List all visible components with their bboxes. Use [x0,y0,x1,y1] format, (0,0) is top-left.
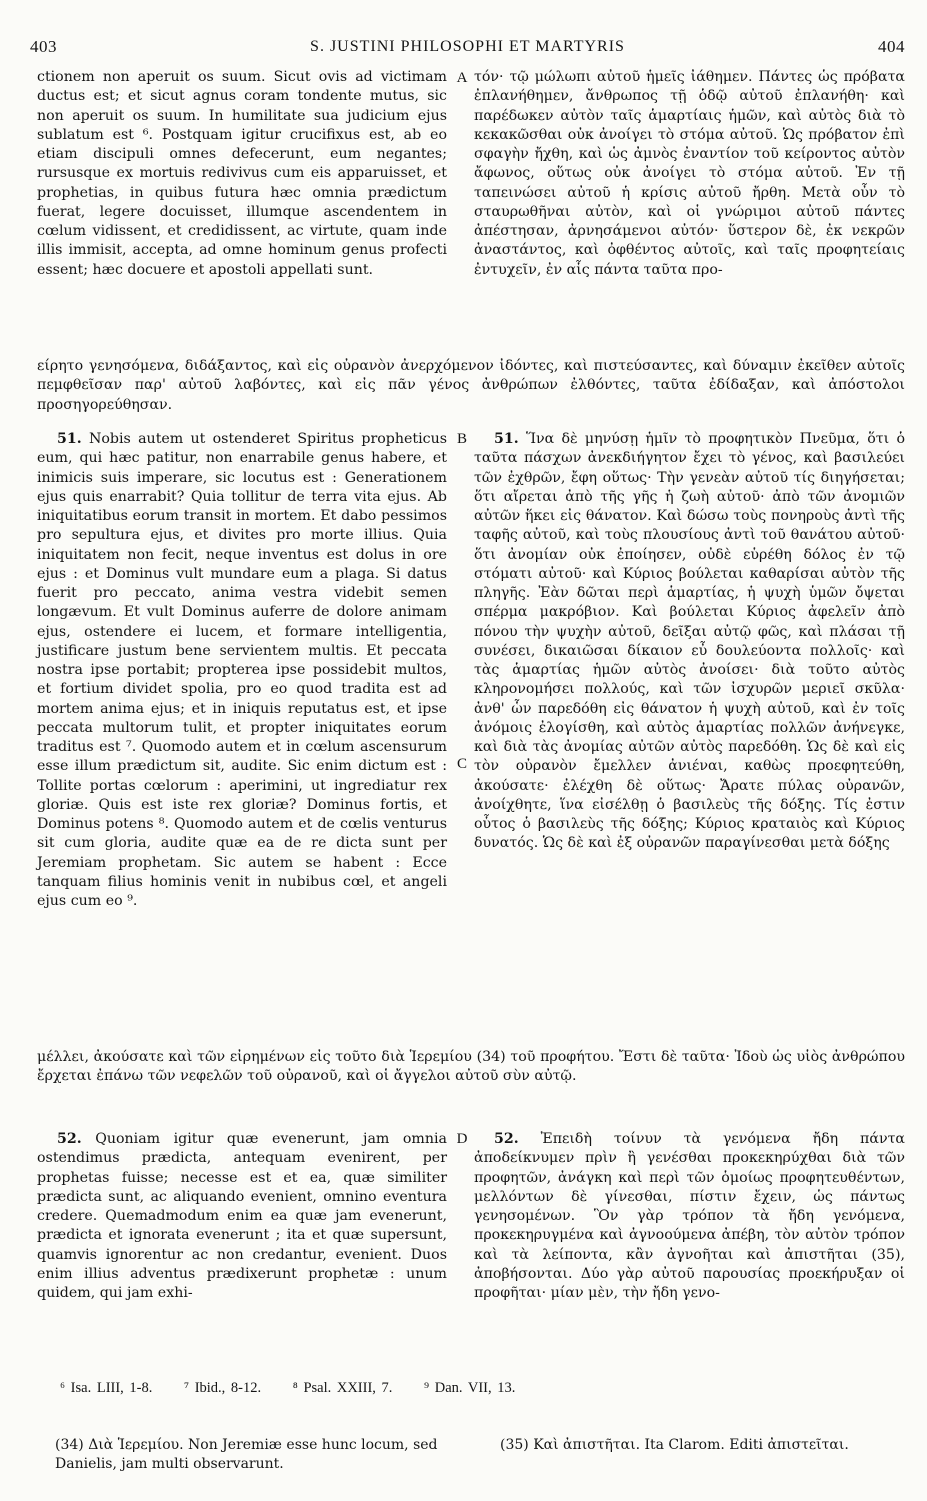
greek-column-block-2 [474,430,905,854]
running-title: S. JUSTINI PHILOSOPHI ET MARTYRIS [310,38,625,55]
section-number: 52. [494,1131,519,1147]
left-page-number: 403 [30,37,57,56]
latin-column-block-1 [37,68,447,280]
page-header [30,36,905,58]
scripture-notes [60,1380,541,1397]
footnote-35: (35) Καὶ ἀπιστῆται. Ita Clarom. Editi ἀπιστεῖται. [500,1437,849,1453]
margin-marker-c: C [456,756,467,772]
footnote-34: (34) Διὰ Ἱερεμίου. Non Jeremiæ esse hunc locum, sed Danielis, jam multi observarunt. [55,1437,438,1472]
greek-continuation-block-1 [37,357,905,415]
latin-paragraph-52: 52. Quoniam igitur quæ evenerunt, jam omnia ostendimus prædicta, antequam evenirent, per prophetas fuisse; necesse est et ea, quæ similiter prædicta sunt, ac aliquando evenient, omnino eventura credere. Quemadmodum enim ea quæ jam evenerunt, prædicta et ignorata evenerunt ; ita et quæ supersunt, quamvis ignorentur ac non credantur, evenient. Duos enim illius adventus prædixerunt prophetæ : unum quidem, qui jam exhi- [37,1131,448,1301]
greek-continuation: είρητο γενησόμενα, διδάξαντος, καὶ εἰς οὐρανὸν ἀνερχόμενον ἰδόντες, καὶ πιστεύσαντες, καὶ δύναμιν ἐκεῖθεν αὐτοῖς πεμφθεῖσαν παρ' αὐτοῦ λαβόντες, καὶ εἰς πᾶν γένος ἀνθρώπων ἐλθόντες, ταῦτα ἐδίδαξαν, καὶ ἀπόστολοι προσηγορεύθησαν. [37,358,905,413]
margin-marker-b: B [456,431,467,447]
greek-paragraph-51: 51. Ἵνα δὲ μηνύσῃ ἡμῖν τὸ προφητικὸν Πνεῦμα, ὅτι ὁ ταῦτα πάσχων ἀνεκδιήγητον ἔχει τὸ γένος, καὶ βασιλεύει τῶν ἐχθρῶν, ἔφη οὕτως· Τὴν γενεὰν αὐτοῦ τίς διηγήσεται; ὅτι αἴρεται ἀπὸ τῆς γῆς ἡ ζωὴ αὐτοῦ· ἀπὸ τῶν ἀνομιῶν αὐτῶν ἥκει εἰς θάνατον. Καὶ δώσω τοὺς πονηροὺς ἀντὶ τῆς ταφῆς αὐτοῦ, καὶ τοὺς πλουσίους ἀντὶ τοῦ θανάτου αὐτοῦ· ὅτι ἀνομίαν οὐκ ἐποίησεν, οὐδὲ εὑρέθη δόλος ἐν τῷ στόματι αὐτοῦ· καὶ Κύριος βούλεται καθαρίσαι αὐτὸν τῆς πληγῆς. Ἐὰν δῶται περὶ ἁμαρτίας, ἡ ψυχὴ ὑμῶν ὄψεται σπέρμα μακρόβιον. Καὶ βούλεται Κύριος ἀφελεῖν ἀπὸ πόνου τὴν ψυχὴν αὐτοῦ, δεῖξαι αὐτῷ φῶς, καὶ πλάσαι τῇ συνέσει, δικαιῶσαι δίκαιον εὖ δουλεύοντα πολλοῖς· καὶ τὰς ἁμαρτίας ἡμῶν αὐτὸς ἀνοίσει· διὰ τοῦτο αὐτὸς κληρονομήσει πολλούς, καὶ τῶν ἰσχυρῶν μεριεῖ σκῦλα· ἀνθ' ὧν παρεδόθη εἰς θάνατον ἡ ψυχὴ αὐτοῦ, καὶ ἐν τοῖς ἀνόμοις ἐλογίσθη, καὶ αὐτὸς ἁμαρτίας πολλῶν ἀνήνεγκε, καὶ διὰ τὰς ἀνομίας αὐτῶν αὐτὸς παρεδόθη. Ὡς δὲ καὶ εἰς τὸν οὐρανὸν ἔμελλεν ἀνιέναι, καθὼς προεφητεύθη, ἀκούσατε· ἐλέχθη δὲ οὕτως· Ἄρατε πύλας οὐρανῶν, ἀνοίχθητε, ἵνα εἰσέλθῃ ὁ βασιλεὺς τῆς δόξης. Τίς ἐστιν οὗτος ὁ βασιλεὺς τῆς δόξης; Κύριος κραταιὸς καὶ Κύριος δυνατός. Ὡς δὲ καὶ ἐξ οὐρανῶν παραγίνεσθαι μετὰ δόξης [474,431,905,852]
section-number: 51. [57,431,82,447]
margin-marker-d: D [456,1131,468,1147]
scripture-note: ⁸ Psal. XXIII, 7. [292,1380,393,1396]
latin-paragraph: ctionem non aperuit os suum. Sicut ovis ad victimam ductus est; et sicut agnus coram tondente mutus, sic non aperuit os suum. In humilitate sua judicium ejus sublatum est ⁶. Postquam igitur crucifixus est, ab eo etiam discipuli omnes defecerunt, eum negantes; rursusque ex mortuis redivivus cum eis apparuisset, et prophetias, in quibus futura hæc omnia prædictum fuerat, legere docuisset, illumque ascendentem in cœlum vidissent, et credidissent, ac virtute, quam inde illis immisit, accepta, ad omne hominum genus profecti essent; hæc docuere et apostoli appellati sunt. [37,69,447,278]
greek-paragraph: τόν· τῷ μώλωπι αὐτοῦ ἡμεῖς ἰάθημεν. Πάντες ὡς πρόβατα ἐπλανήθημεν, ἄνθρωπος τῇ ὁδῷ αὐτοῦ ἐπλανήθη· καὶ παρέδωκεν αὐτὸν ταῖς ἁμαρτίαις ἡμῶν, καὶ αὐτὸς διὰ τὸ κεκακῶσθαι οὐκ ἀνοίγει τὸ στόμα αὐτοῦ. Ὡς πρόβατον ἐπὶ σφαγὴν ἤχθη, καὶ ὡς ἀμνὸς ἐναντίον τοῦ κείροντος αὐτὸν ἄφωνος, οὕτως οὐκ ἀνοίγει τὸ στόμα αὐτοῦ. Ἐν τῇ ταπεινώσει αὐτοῦ ἡ κρίσις αὐτοῦ ἤρθη. Μετὰ οὖν τὸ σταυρωθῆναι αὐτὸν, καὶ οἱ γνώριμοι αὐτοῦ πάντες ἀπέστησαν, ἀρνησάμενοι αὐτόν· ὕστερον δὲ, ἐκ νεκρῶν ἀναστάντος, καὶ ὀφθέντος αὐτοῖς, καὶ ταῖς προφητείαις ἐντυχεῖν, ἐν αἷς πάντα ταῦτα προ- [474,69,905,278]
section-number: 52. [57,1131,82,1147]
margin-marker-a: A [456,70,468,86]
scripture-note: ⁶ Isa. LIII, 1-8. [60,1380,153,1396]
right-page-number: 404 [877,37,905,56]
greek-column-block-3 [474,1130,905,1303]
latin-column-block-2 [37,430,447,911]
latin-paragraph-51: 51. Nobis autem ut ostenderet Spiritus propheticus eum, qui hæc patitur, non enarrabile genus habere, et inimicis suis imperare, sic locutus est : Generationem ejus quis enarrabit? Quia tollitur de terra vita ejus. Ab iniquitatibus eorum transit in mortem. Et dabo pessimos pro sepultura ejus, et divites pro morte illius. Quia iniquitatem non fecit, neque inventus est dolus in ore ejus : et Dominus vult mundare eum a plaga. Si datus fuerit pro peccato, anima vestra videbit semen longævum. Et vult Dominus auferre de dolore animam ejus, ostendere ei lucem, et formare intelligentia, justificare justum bene servientem multis. Et peccata nostra ipse portabit; propterea ipse possidebit multos, et fortium dividet spolia, pro eo quod tradita est ad mortem anima ejus; et in iniquis reputatus est, et ipse peccata multorum tulit, et propter iniquitates eorum traditus est ⁷. Quomodo autem et in cœlum ascensurum esse illum prædictum sit, audite. Sic enim dictum est : Tollite portas cœlorum : aperimini, ut ingrediatur rex gloriæ. Quis est iste rex gloriæ? Dominus fortis, et Dominus potens ⁸. Quomodo autem et de cœlis venturus sit cum gloria, audite quæ ea de re dicta sunt per Jeremiam prophetam. Sic autem se habent : Ecce tanquam filius hominis venit in nubibus cœl, et angeli ejus cum eo ⁹. [37,431,447,909]
greek-continuation: μέλλει, ἀκούσατε καὶ τῶν εἰρημένων εἰς τοῦτο διὰ Ἱερεμίου (34) τοῦ προφήτου. Ἔστι δὲ ταῦτα· Ἰδοὺ ὡς υἱὸς ἀνθρώπου ἔρχεται ἐπάνω τῶν νεφελῶν τοῦ οὐρανοῦ, καὶ οἱ ἄγγελοι αὐτοῦ σὺν αὐτῷ. [37,1049,905,1085]
greek-column-block-1 [474,68,905,280]
section-number: 51. [494,431,519,447]
latin-column-block-3 [37,1130,447,1303]
scripture-note: ⁹ Dan. VII, 13. [424,1380,516,1396]
scripture-note: ⁷ Ibid., 8-12. [184,1380,262,1396]
greek-continuation-block-2 [37,1048,905,1087]
greek-paragraph-52: 52. Ἐπειδὴ τοίνυν τὰ γενόμενα ἤδη πάντα ἀποδείκνυμεν πρὶν ἢ γενέσθαι προκεκηρύχθαι διὰ τῶν προφητῶν, ἀνάγκη καὶ περὶ τῶν ὁμοίως προφητευθέντων, μελλόντων δὲ γίνεσθαι, πίστιν ἔχειν, ὡς πάντως γενησομένων. Ὃν γὰρ τρόπον τὰ ἤδη γενόμενα, προκεκηρυγμένα καὶ ἀγνοούμενα ἀπέβη, τὸν αὐτὸν τρόπον καὶ τὰ λείποντα, κἂν ἀγνοῆται καὶ ἀπιστῆται (35), ἀποβήσονται. Δύο γὰρ αὐτοῦ παρουσίας προεκήρυξαν οἱ προφῆται· μίαν μὲν, τὴν ἤδη γενο- [474,1131,905,1301]
